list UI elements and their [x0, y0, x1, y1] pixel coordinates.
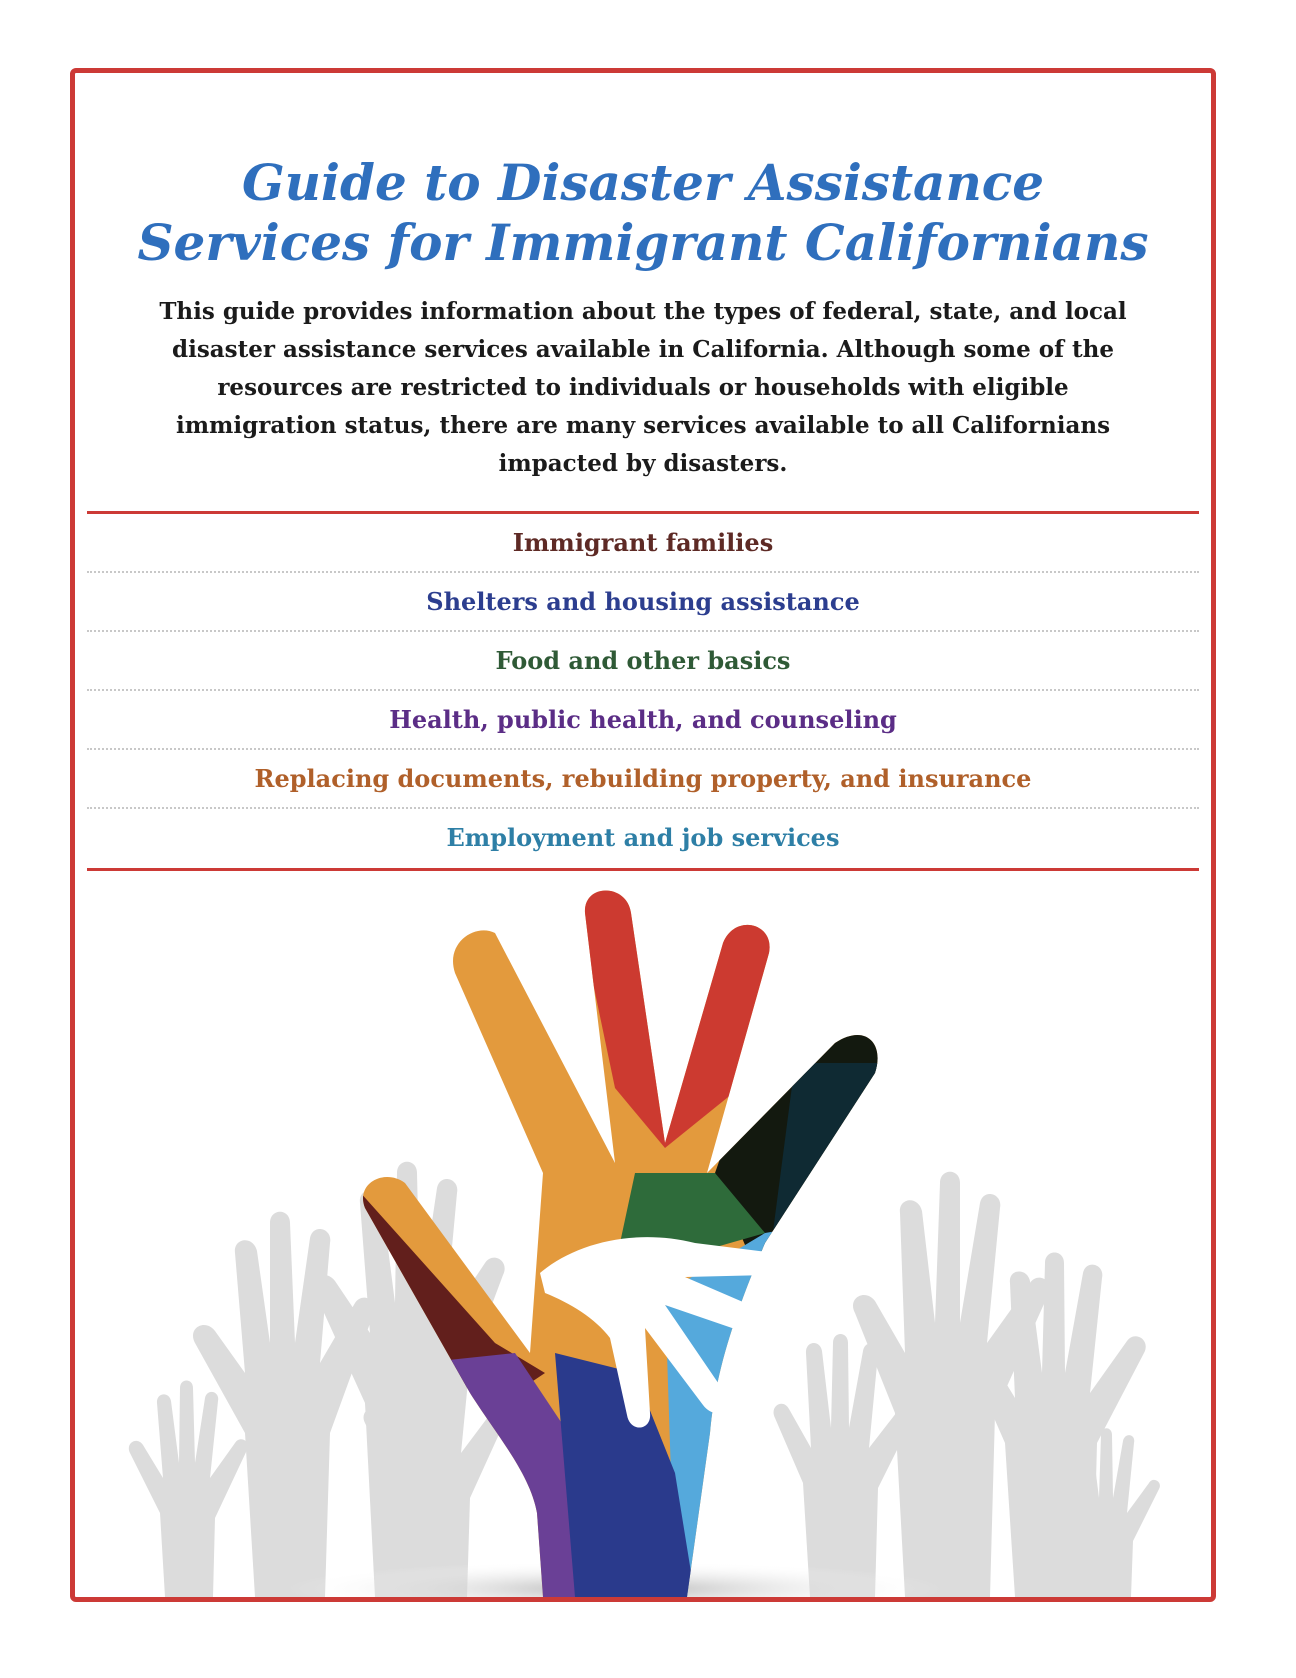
title-line-1: Guide to Disaster Assistance	[241, 153, 1045, 212]
title-line-2: Services for Immigrant Californians	[137, 213, 1149, 272]
topic-health-counseling: Health, public health, and counseling	[87, 691, 1199, 750]
colorful-raised-hand-icon	[75, 873, 1211, 1597]
topic-list	[87, 514, 1199, 868]
page-title	[75, 153, 1211, 273]
topic-food-basics: Food and other basics	[87, 632, 1199, 691]
page-frame	[70, 68, 1216, 1602]
topic-employment-jobs: Employment and job services	[446, 823, 840, 852]
divider-bottom	[87, 868, 1199, 871]
topic-immigrant-families: Immigrant families	[87, 514, 1199, 573]
topic-shelters-housing: Shelters and housing assistance	[87, 573, 1199, 632]
topic-documents-property-insurance: Replacing documents, rebuilding property, and insurance	[87, 750, 1199, 809]
intro-paragraph: This guide provides information about the types of federal, state, and local disaster assistance services available in California. Although some of the resources are restricted to individuals or households with eligible immigration status, there are many services available to all Californians impacted by disasters.	[159, 298, 1127, 477]
